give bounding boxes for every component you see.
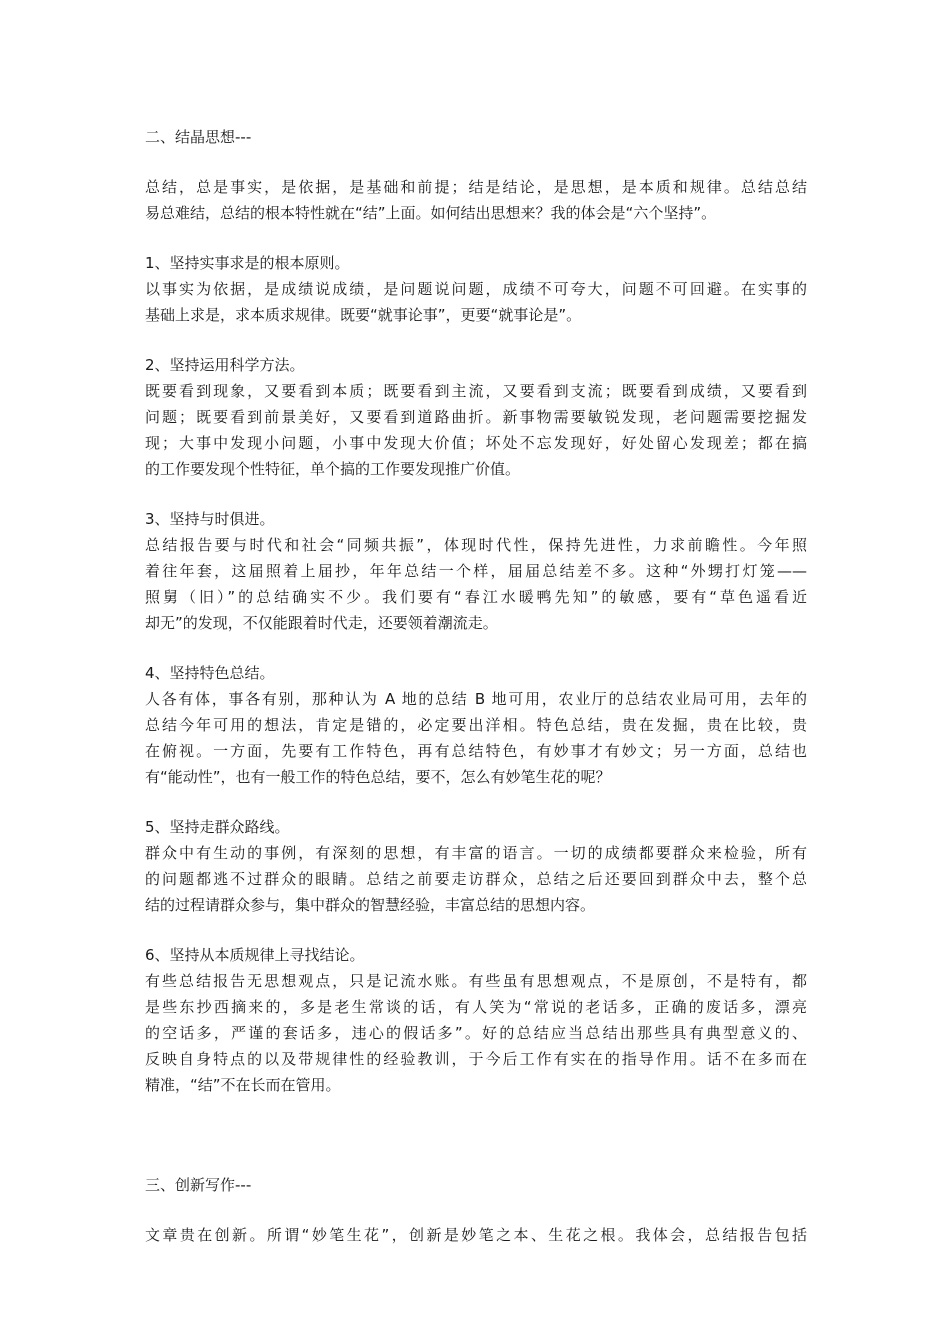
paragraph-line: 现；大事中发现小问题，小事中发现大价值；坏处不忘发现好，好处留心发现差；都在搞 [145, 434, 807, 452]
paragraph-line: 易总难结，总结的根本特性就在“结”上面。如何结出思想来？我的体会是“六个坚持”。 [145, 204, 717, 222]
paragraph-line: 精准，“结”不在长而在管用。 [145, 1076, 341, 1094]
paragraph-line: 是些东抄西摘来的，多是老生常谈的话，有人笑为“常说的老话多，正确的废话多，漂亮 [145, 998, 807, 1016]
paragraph-line: 着往年套，这届照着上届抄，年年总结一个样，届届总结差不多。这种“外甥打灯笼—— [145, 562, 807, 580]
point-title: 1、坚持实事求是的根本原则。 [145, 254, 350, 272]
paragraph-line: 的问题都逃不过群众的眼睛。总结之前要走访群众，总结之后还要回到群众中去，整个总 [145, 870, 807, 888]
paragraph-spacer [145, 482, 807, 506]
point-title: 3、坚持与时俱进。 [145, 510, 275, 528]
paragraph-line: 结的过程请群众参与，集中群众的智慧经验，丰富总结的思想内容。 [145, 896, 596, 914]
paragraph-line: 问题；既要看到前景美好，又要看到道路曲折。新事物需要敏锐发现，老问题需要挖掘发 [145, 408, 807, 426]
paragraph-line: 总结，总是事实，是依据，是基础和前提；结是结论，是思想，是本质和规律。总结总结 [145, 178, 807, 196]
section [145, 124, 807, 1098]
paragraph-line: 有“能动性”，也有一般工作的特色总结，要不，怎么有妙笔生花的呢？ [145, 768, 611, 786]
paragraph-spacer [145, 1098, 807, 1172]
paragraph-spacer [145, 1198, 807, 1222]
section [145, 1172, 807, 1248]
paragraph-line: 的工作要发现个性特征，单个搞的工作要发现推广价值。 [145, 460, 521, 478]
point-title: 2、坚持运用科学方法。 [145, 356, 305, 374]
point-title: 4、坚持特色总结。 [145, 664, 275, 682]
paragraph-line: 照舅（旧）”的总结确实不少。我们要有“春江水暖鸭先知”的敏感，要有“草色遥看近 [145, 588, 807, 606]
document-body [145, 124, 807, 1248]
paragraph-spacer [145, 918, 807, 942]
point-title: 6、坚持从本质规律上寻找结论。 [145, 946, 365, 964]
section-heading: 二、结晶思想--- [145, 128, 252, 146]
paragraph-line: 人各有体，事各有别，那种认为 A 地的总结 B 地可用，农业厅的总结农业局可用，去年的 [145, 690, 807, 708]
paragraph-line: 以事实为依据，是成绩说成绩，是问题说问题，成绩不可夸大，问题不可回避。在实事的 [145, 280, 807, 298]
paragraph-spacer [145, 328, 807, 352]
paragraph-spacer [145, 636, 807, 660]
paragraph-line: 在俯视。一方面，先要有工作特色，再有总结特色，有妙事才有妙文；另一方面，总结也 [145, 742, 807, 760]
paragraph-spacer [145, 150, 807, 174]
paragraph-line: 总结报告要与时代和社会“同频共振”，体现时代性，保持先进性，力求前瞻性。今年照 [145, 536, 807, 554]
paragraph-line: 基础上求是，求本质求规律。既要“就事论事”，更要“就事论是”。 [145, 306, 582, 324]
point-title: 5、坚持走群众路线。 [145, 818, 290, 836]
section-heading: 三、创新写作--- [145, 1176, 252, 1194]
paragraph-line: 有些总结报告无思想观点，只是记流水账。有些虽有思想观点，不是原创，不是特有，都 [145, 972, 807, 990]
paragraph-spacer [145, 226, 807, 250]
paragraph-line: 反映自身特点的以及带规律性的经验教训，于今后工作有实在的指导作用。话不在多而在 [145, 1050, 807, 1068]
paragraph-line: 群众中有生动的事例，有深刻的思想，有丰富的语言。一切的成绩都要群众来检验，所有 [145, 844, 807, 862]
paragraph-line: 总结今年可用的想法，肯定是错的，必定要出洋相。特色总结，贵在发掘，贵在比较，贵 [145, 716, 807, 734]
paragraph-line: 的空话多，严谨的套话多，违心的假话多”。好的总结应当总结出那些具有典型意义的、 [145, 1024, 807, 1042]
paragraph-line: 既要看到现象，又要看到本质；既要看到主流，又要看到支流；既要看到成绩，又要看到 [145, 382, 807, 400]
paragraph-line: 文章贵在创新。所谓“妙笔生花”，创新是妙笔之本、生花之根。我体会，总结报告包括 [145, 1226, 807, 1244]
paragraph-line: 却无”的发现，不仅能跟着时代走，还要领着潮流走。 [145, 614, 498, 632]
paragraph-spacer [145, 790, 807, 814]
